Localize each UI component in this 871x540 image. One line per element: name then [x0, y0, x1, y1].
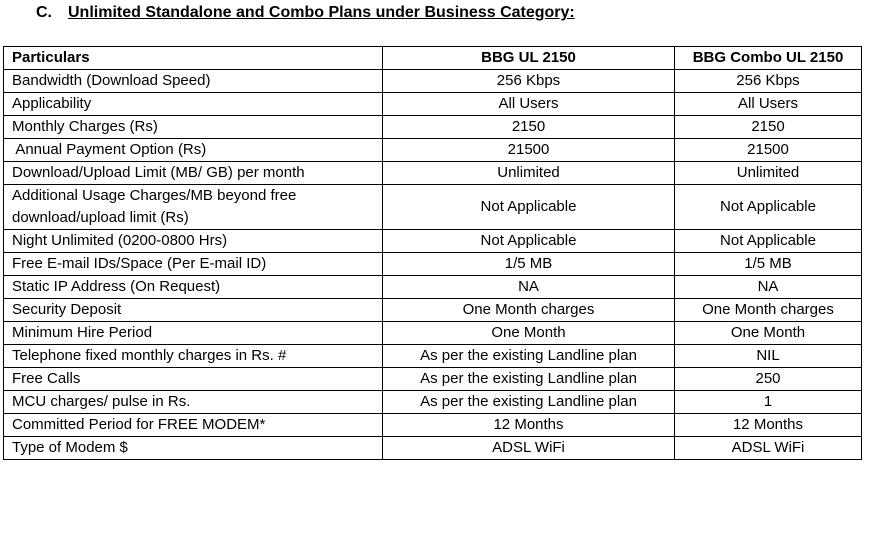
- row-value-ul: All Users: [383, 93, 675, 116]
- row-value-ul: As per the existing Landline plan: [383, 391, 675, 414]
- table-row: [4, 299, 862, 322]
- row-value-ul: As per the existing Landline plan: [383, 368, 675, 391]
- section-title: Unlimited Standalone and Combo Plans under Business Category:: [68, 4, 575, 21]
- row-particular: Free E-mail IDs/Space (Per E-mail ID): [4, 253, 383, 276]
- row-value-combo: One Month: [675, 322, 862, 345]
- header-particulars: Particulars: [4, 47, 383, 70]
- row-particular: Monthly Charges (Rs): [4, 116, 383, 139]
- plans-table: [3, 46, 862, 460]
- row-value-ul: Not Applicable: [383, 185, 675, 230]
- table-row: [4, 414, 862, 437]
- table-row: [4, 70, 862, 93]
- row-particular: Security Deposit: [4, 299, 383, 322]
- table-row: [4, 162, 862, 185]
- row-value-combo: NIL: [675, 345, 862, 368]
- row-particular: Applicability: [4, 93, 383, 116]
- row-value-ul: One Month: [383, 322, 675, 345]
- row-particular: MCU charges/ pulse in Rs.: [4, 391, 383, 414]
- row-particular: Free Calls: [4, 368, 383, 391]
- row-value-ul: As per the existing Landline plan: [383, 345, 675, 368]
- row-value-combo: 2150: [675, 116, 862, 139]
- row-value-combo: Unlimited: [675, 162, 862, 185]
- table-header-row: [4, 47, 862, 70]
- header-bbg-combo-ul-2150: BBG Combo UL 2150: [675, 47, 862, 70]
- row-value-ul: 256 Kbps: [383, 70, 675, 93]
- table-row: [4, 253, 862, 276]
- table-row: [4, 368, 862, 391]
- section-heading: [36, 4, 575, 22]
- table-row: [4, 230, 862, 253]
- row-value-combo: NA: [675, 276, 862, 299]
- row-value-combo: 12 Months: [675, 414, 862, 437]
- table-row: [4, 139, 862, 162]
- table-row: [4, 345, 862, 368]
- row-value-combo: ADSL WiFi: [675, 437, 862, 460]
- row-value-combo: 1/5 MB: [675, 253, 862, 276]
- section-letter: C.: [36, 4, 52, 21]
- row-value-ul: 12 Months: [383, 414, 675, 437]
- row-value-ul: NA: [383, 276, 675, 299]
- row-value-ul: Unlimited: [383, 162, 675, 185]
- row-particular: Minimum Hire Period: [4, 322, 383, 345]
- row-value-combo: 250: [675, 368, 862, 391]
- row-value-combo: All Users: [675, 93, 862, 116]
- row-particular: Static IP Address (On Request): [4, 276, 383, 299]
- row-value-ul: ADSL WiFi: [383, 437, 675, 460]
- row-value-ul: 1/5 MB: [383, 253, 675, 276]
- table-row: [4, 93, 862, 116]
- table-row: [4, 276, 862, 299]
- row-value-combo: 256 Kbps: [675, 70, 862, 93]
- row-value-combo: Not Applicable: [675, 230, 862, 253]
- row-particular: Committed Period for FREE MODEM*: [4, 414, 383, 437]
- row-value-combo: 21500: [675, 139, 862, 162]
- row-value-ul: 21500: [383, 139, 675, 162]
- row-particular: Download/Upload Limit (MB/ GB) per month: [4, 162, 383, 185]
- row-particular: Additional Usage Charges/MB beyond free download/upload limit (Rs): [4, 185, 383, 230]
- row-particular: Night Unlimited (0200-0800 Hrs): [4, 230, 383, 253]
- row-particular: Telephone fixed monthly charges in Rs. #: [4, 345, 383, 368]
- table-row: [4, 185, 862, 230]
- row-value-ul: One Month charges: [383, 299, 675, 322]
- row-value-ul: Not Applicable: [383, 230, 675, 253]
- row-particular: Annual Payment Option (Rs): [4, 139, 383, 162]
- header-bbg-ul-2150: BBG UL 2150: [383, 47, 675, 70]
- row-value-combo: 1: [675, 391, 862, 414]
- table-row: [4, 391, 862, 414]
- table-row: [4, 437, 862, 460]
- table-row: [4, 116, 862, 139]
- table-row: [4, 322, 862, 345]
- row-value-ul: 2150: [383, 116, 675, 139]
- row-particular: Bandwidth (Download Speed): [4, 70, 383, 93]
- row-particular: Type of Modem $: [4, 437, 383, 460]
- row-value-combo: Not Applicable: [675, 185, 862, 230]
- row-value-combo: One Month charges: [675, 299, 862, 322]
